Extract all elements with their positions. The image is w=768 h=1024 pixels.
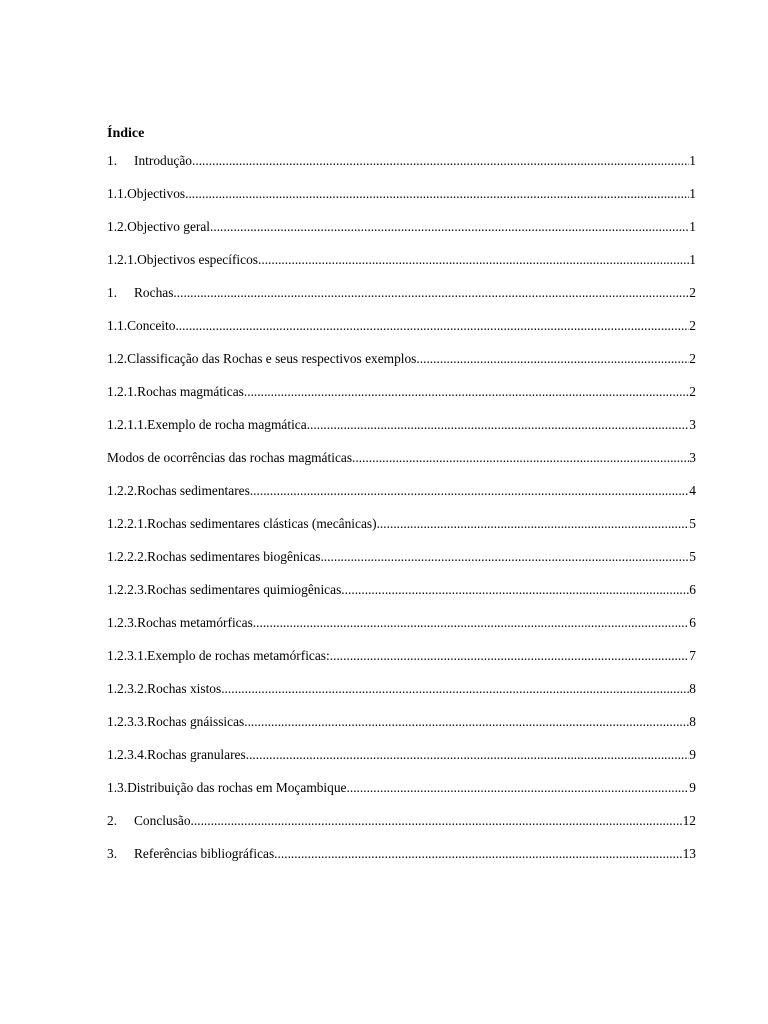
toc-entry-number: 1.2.2.2. [107,549,148,564]
toc-entry[interactable] [107,680,696,713]
toc-dot-leader [250,482,689,500]
toc-entry-number: 1.2.1. [107,252,138,267]
toc-entry-page: 3 [689,417,696,432]
toc-entry-number: 1.2.3.2. [107,681,148,696]
toc-dot-leader [244,383,689,401]
toc-entry-label: Rochas sedimentares [137,483,250,498]
toc-entry[interactable] [107,350,696,383]
toc-entry-page: 5 [689,516,696,531]
toc-entry-number: 2. [107,813,118,828]
toc-entry[interactable] [107,779,696,812]
toc-dot-leader [221,680,689,698]
toc-dot-leader [377,515,690,533]
toc-dot-leader [352,449,689,467]
toc-entry-label: Referências bibliográficas [134,846,275,861]
toc-entry-label: Rochas [134,285,174,300]
toc-entry[interactable] [107,713,696,746]
toc-entry-page: 1 [689,252,696,267]
toc-entry-number: 1.3. [107,780,128,795]
toc-entry-number: 1.2. [107,219,128,234]
toc-entry-label: Conclusão [134,813,191,828]
toc-entry[interactable] [107,482,696,515]
toc-entry[interactable] [107,284,696,317]
toc-entry-number: 1.2.2. [107,483,138,498]
toc-entry-number: 1.2.2.1. [107,516,148,531]
toc-entry[interactable] [107,185,696,218]
toc-entry-page: 8 [689,714,696,729]
toc-dot-leader [191,812,683,830]
toc-dot-leader [192,152,689,170]
toc-entry-page: 2 [689,318,696,333]
toc-entry[interactable] [107,548,696,581]
toc-entry[interactable] [107,218,696,251]
toc-entry-number: 1.2. [107,351,128,366]
toc-entry[interactable] [107,746,696,779]
toc-entry-label: Modos de ocorrências das rochas magmáticas [107,450,353,465]
toc-dot-leader [253,614,690,632]
toc-entry-page: 1 [689,219,696,234]
toc-entry-label: Rochas xistos [147,681,222,696]
toc-entry-number: 1.2.1.1. [107,417,148,432]
toc-entry-number: 1.2.3.1. [107,648,148,663]
toc-entry-number: 1.2.3.4. [107,747,148,762]
toc-dot-leader [347,779,690,797]
toc-entry[interactable] [107,845,696,878]
toc-entry-label: Classificação das Rochas e seus respectivos exemplos [127,351,417,366]
toc-entry-page: 2 [689,351,696,366]
toc-dot-leader [246,746,690,764]
toc-entry-label: Rochas granulares [147,747,246,762]
toc-entry-label: Objectivos específicos [137,252,258,267]
toc-entry-label: Objectivo geral [127,219,211,234]
toc-entry-label: Distribuição das rochas em Moçambique [127,780,347,795]
toc-entry[interactable] [107,317,696,350]
toc-entry[interactable] [107,152,696,185]
toc-entry-label: Exemplo de rochas metamórficas: [147,648,330,663]
toc-entry-number: 1.2.2.3. [107,582,148,597]
toc-dot-leader [330,647,690,665]
toc-entry-label: Rochas gnáissicas [147,714,245,729]
toc-entry-page: 9 [689,780,696,795]
toc-entry[interactable] [107,416,696,449]
toc-entry-page: 5 [689,549,696,564]
toc-entry-page: 13 [682,846,696,861]
toc-entry-page: 8 [689,681,696,696]
toc-dot-leader [244,713,689,731]
toc-dot-leader [341,581,689,599]
toc-entry-page: 1 [689,153,696,168]
toc-entry-label: Conceito [127,318,176,333]
toc-dot-leader [210,218,689,236]
toc-entry-label: Introdução [134,153,193,168]
toc-entry-label: Rochas magmáticas [137,384,244,399]
toc-dot-leader [416,350,689,368]
toc-entry-label: Exemplo de rocha magmática [147,417,307,432]
toc-entry-number: 1.2.3. [107,615,138,630]
toc-entry[interactable] [107,449,696,482]
toc-title: Índice [107,126,145,141]
toc-entry-page: 12 [682,813,696,828]
toc-entry-page: 2 [689,285,696,300]
toc-entry-label: Rochas metamórficas [137,615,253,630]
toc-dot-leader [307,416,690,434]
toc-entry-page: 4 [689,483,696,498]
toc-entry-number: 1.1. [107,318,128,333]
toc-entry-page: 1 [689,186,696,201]
toc-entry[interactable] [107,614,696,647]
toc-entry-number: 1.2.1. [107,384,138,399]
toc-entry[interactable] [107,812,696,845]
toc-entry[interactable] [107,515,696,548]
toc-entry-number: 1. [107,153,118,168]
toc-dot-leader [185,185,689,203]
toc-entry-number: 1.2.3.3. [107,714,148,729]
toc-entry[interactable] [107,383,696,416]
toc-dot-leader [274,845,682,863]
toc-entry-page: 6 [689,615,696,630]
toc-entry-page: 3 [689,450,696,465]
toc-entry[interactable] [107,581,696,614]
toc-entry-label: Rochas sedimentares clásticas (mecânicas) [147,516,377,531]
toc-entry-number: 3. [107,846,118,861]
toc-entry-label: Rochas sedimentares quimiogênicas [147,582,342,597]
toc-entry-label: Objectivos [127,186,186,201]
toc-entry[interactable] [107,251,696,284]
toc-entry-number: 1.1. [107,186,128,201]
toc-entry-page: 9 [689,747,696,762]
toc-entry-number: 1. [107,285,118,300]
toc-entry-label: Rochas sedimentares biogênicas [147,549,321,564]
toc-dot-leader [173,284,689,302]
toc-dot-leader [175,317,689,335]
toc-list [107,152,696,878]
toc-dot-leader [320,548,689,566]
toc-dot-leader [258,251,689,269]
toc-entry-page: 6 [689,582,696,597]
toc-entry-page: 2 [689,384,696,399]
toc-entry[interactable] [107,647,696,680]
toc-entry-page: 7 [689,648,696,663]
